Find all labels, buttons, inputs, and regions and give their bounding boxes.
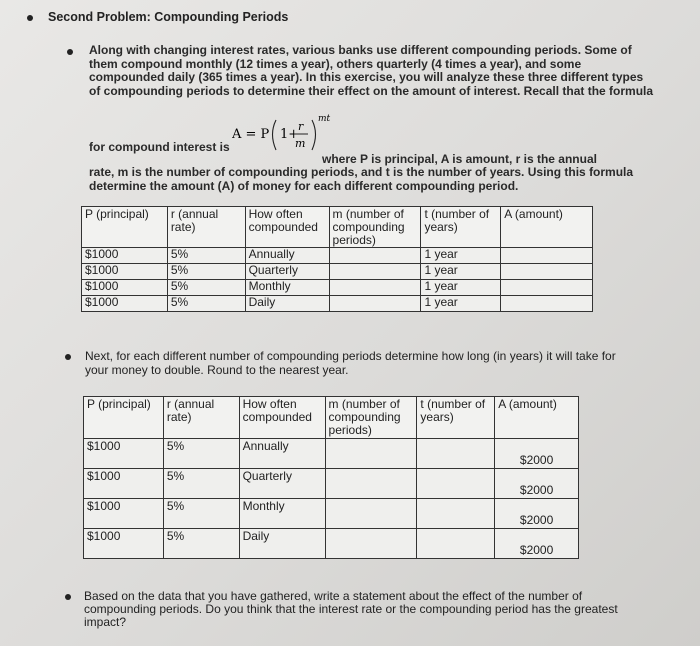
cell-periods[interactable] (329, 264, 421, 280)
cell-principal: $1000 (82, 296, 168, 312)
table-row (84, 469, 579, 499)
table-row (82, 296, 593, 312)
formula-note-left: for compound interest is (89, 140, 230, 154)
formula-exponent: mt (318, 114, 331, 124)
cell-periods[interactable] (329, 296, 421, 312)
header-how-often: How often compounded (239, 397, 325, 439)
cell-amount: $2000 (495, 469, 579, 499)
cell-how-often: Daily (245, 296, 329, 312)
cell-principal: $1000 (82, 280, 168, 296)
header-years: t (number of years) (421, 207, 501, 248)
doubling-time-table (83, 396, 579, 559)
cell-principal: $1000 (82, 264, 168, 280)
formula-line: rate, m is the number of compounding periods, and t is the number of years. Using this formula (89, 165, 634, 179)
intro-paragraph (89, 44, 653, 98)
intro-line: them compound monthly (12 times a year), others quarterly (4 times a year), and some (89, 56, 582, 71)
cell-years: 1 year (421, 248, 501, 264)
cell-rate: 5% (167, 280, 245, 296)
table-row (82, 264, 593, 280)
formula-left-paren (273, 120, 277, 150)
header-years: t (number of years) (417, 397, 495, 439)
cell-periods[interactable] (329, 248, 421, 264)
cell-how-often: Monthly (239, 499, 325, 529)
compound-interest-formula (232, 112, 342, 156)
formula-note-right: where P is principal, A is amount, r is the annual (322, 152, 597, 166)
table-row (84, 529, 579, 559)
cell-periods[interactable] (325, 499, 417, 529)
cell-how-often: Annually (245, 248, 329, 264)
cell-how-often: Daily (239, 529, 325, 559)
table-row (82, 248, 593, 264)
cell-rate: 5% (163, 469, 239, 499)
cell-years[interactable] (417, 529, 495, 559)
formula-explanation (89, 166, 633, 193)
cell-years: 1 year (421, 296, 501, 312)
table-row (84, 439, 579, 469)
cell-amount: $2000 (495, 499, 579, 529)
header-principal: P (principal) (84, 397, 164, 439)
cell-years[interactable] (417, 439, 495, 469)
table-header-row (84, 397, 579, 439)
formula-right-paren (312, 120, 316, 150)
header-rate: r (annual rate) (163, 397, 239, 439)
bullet-intro (67, 49, 73, 55)
cell-years: 1 year (421, 280, 501, 296)
cell-rate: 5% (167, 264, 245, 280)
intro-line: Along with changing interest rates, various banks use different compounding periods. Some of (89, 43, 632, 57)
final-paragraph (84, 590, 618, 629)
next-line: Next, for each different number of compounding periods determine how long (in years) it will take for (85, 349, 616, 363)
cell-how-often: Monthly (245, 280, 329, 296)
cell-periods[interactable] (325, 469, 417, 499)
cell-amount[interactable] (501, 248, 593, 264)
bullet-final (65, 594, 71, 600)
cell-amount[interactable] (501, 296, 593, 312)
formula-one-plus: 1+ (280, 127, 300, 142)
bullet-next (65, 354, 71, 360)
intro-line: compounded daily (365 times a year). In this exercise, you will analyze these three different types (89, 70, 644, 84)
table-row (84, 499, 579, 529)
intro-line: of compounding periods to determine their effect on the amount of interest. Recall that the formula (89, 83, 654, 98)
cell-amount: $2000 (495, 439, 579, 469)
header-how-often: How often compounded (245, 207, 329, 248)
header-periods: m (number of compounding periods) (329, 207, 421, 248)
final-line: compounding periods. Do you think that the interest rate or the compounding period has the greatest (84, 602, 618, 616)
formula-denominator: m (295, 137, 306, 150)
cell-how-often: Annually (239, 439, 325, 469)
cell-periods[interactable] (325, 529, 417, 559)
final-line: Based on the data that you have gathered, write a statement about the effect of the number of (84, 589, 583, 603)
table-row (82, 280, 593, 296)
cell-rate: 5% (163, 529, 239, 559)
cell-amount: $2000 (495, 529, 579, 559)
cell-years[interactable] (417, 469, 495, 499)
formula-lhs: A = P (232, 127, 270, 142)
bullet-title (27, 15, 33, 21)
cell-years[interactable] (417, 499, 495, 529)
table-header-row (82, 207, 593, 248)
cell-periods[interactable] (325, 439, 417, 469)
formula-line: determine the amount (A) of money for each different compounding period. (89, 178, 519, 193)
cell-rate: 5% (167, 296, 245, 312)
formula-numerator: r (298, 120, 304, 133)
page-title: Second Problem: Compounding Periods (48, 10, 289, 24)
next-paragraph (85, 350, 616, 377)
cell-periods[interactable] (329, 280, 421, 296)
header-periods: m (number of compounding periods) (325, 397, 417, 439)
header-rate: r (annual rate) (167, 207, 245, 248)
cell-rate: 5% (163, 439, 239, 469)
cell-principal: $1000 (84, 439, 164, 469)
compounding-amount-table (81, 206, 593, 312)
cell-how-often: Quarterly (239, 469, 325, 499)
cell-rate: 5% (163, 499, 239, 529)
cell-years: 1 year (421, 264, 501, 280)
cell-how-often: Quarterly (245, 264, 329, 280)
final-line: impact? (84, 615, 127, 629)
cell-amount[interactable] (501, 280, 593, 296)
cell-rate: 5% (167, 248, 245, 264)
header-amount: A (amount) (501, 207, 593, 248)
cell-principal: $1000 (84, 529, 164, 559)
cell-principal: $1000 (82, 248, 168, 264)
header-principal: P (principal) (82, 207, 168, 248)
cell-principal: $1000 (84, 469, 164, 499)
next-line: your money to double. Round to the nearest year. (85, 362, 349, 377)
header-amount: A (amount) (495, 397, 579, 439)
cell-principal: $1000 (84, 499, 164, 529)
cell-amount[interactable] (501, 264, 593, 280)
